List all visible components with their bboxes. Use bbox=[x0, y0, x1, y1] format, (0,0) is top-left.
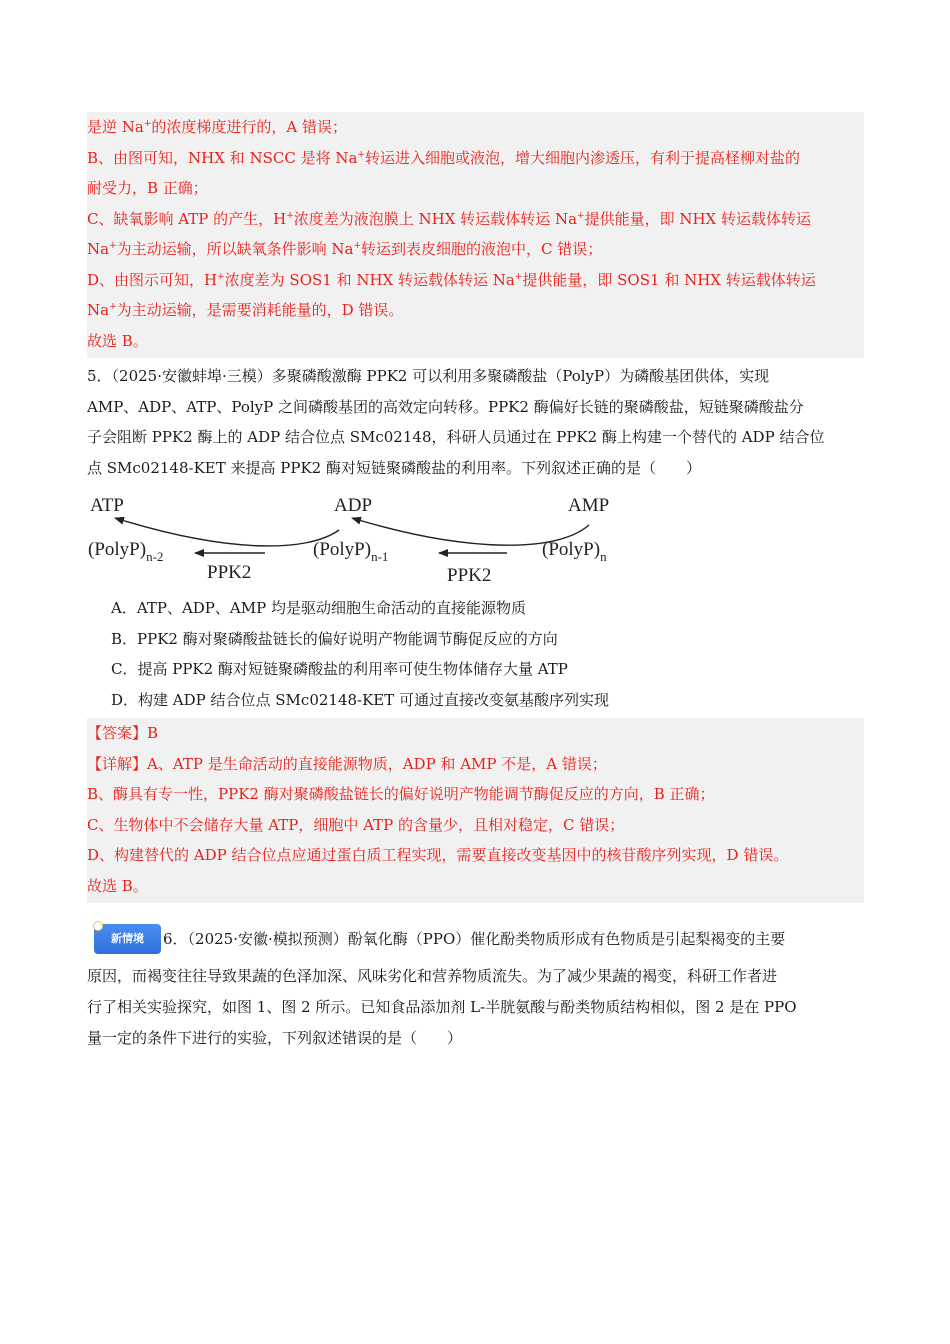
subscript-n1: n-1 bbox=[371, 549, 389, 564]
question-stem-line: 5．（2025·安徽蚌埠·三模）多聚磷酸激酶 PPK2 可以利用多聚磷酸盐（PolyP）为磷酸基团供体，实现 bbox=[87, 367, 770, 385]
question-stem-line: 行了相关实验探究，如图 1、图 2 所示。已知食品添加剂 L-半胱氨酸与酚类物质结构相似，图 2 是在 PPO bbox=[87, 998, 797, 1016]
option-d: D．构建 ADP 结合位点 SMc02148-KET 可通过直接改变氨基酸序列实现 bbox=[111, 690, 610, 709]
answer-explanation-5 bbox=[87, 718, 864, 903]
polyp-text: (PolyP) bbox=[313, 539, 372, 560]
superscript: + bbox=[109, 302, 117, 312]
polyp-n2-label bbox=[88, 539, 163, 564]
polyp-n-label bbox=[542, 539, 607, 564]
text: C、缺氧影响 ATP 的产生，H bbox=[87, 209, 287, 228]
explanation-line bbox=[87, 143, 864, 174]
explanation-line bbox=[87, 234, 864, 265]
polyp-text: (PolyP) bbox=[88, 539, 147, 560]
question-stem-line: 量一定的条件下进行的实验，下列叙述错误的是（ ） bbox=[87, 1029, 463, 1047]
question-stem-line: 子会阻断 PPK2 酶上的 ADP 结合位点 SMc02148，科研人员通过在 PPK2 酶上构建一个替代的 ADP 结合位 bbox=[87, 428, 825, 446]
option-a: A．ATP、ADP、AMP 均是驱动细胞生命活动的直接能源物质 bbox=[111, 599, 526, 617]
superscript: + bbox=[109, 241, 117, 251]
explanation-line bbox=[87, 265, 864, 296]
superscript: + bbox=[353, 241, 362, 251]
superscript: + bbox=[514, 271, 523, 282]
question-stem-line: 原因，而褐变往往导致果蔬的色泽加深、风味劣化和营养物质流失。为了减少果蔬的褐变，科研工作者进 bbox=[87, 967, 778, 985]
adp-label: ADP bbox=[334, 495, 373, 516]
text: 的浓度梯度进行的，A 错误； bbox=[151, 118, 347, 136]
superscript: + bbox=[286, 210, 294, 221]
badge-label: 新情境 bbox=[111, 932, 144, 945]
detail-line: C、生物体中不会储存大量 ATP，细胞中 ATP 的含量少，且相对稳定，C 错误； bbox=[87, 815, 625, 834]
explanation-line: 耐受力，B 正确； bbox=[87, 179, 208, 197]
question-stem-line: AMP、ADP、ATP、PolyP 之间磷酸基团的高效定向转移。PPK2 酶偏好长链的聚磷酸盐，短链聚磷酸盐分 bbox=[87, 397, 804, 416]
question-6 bbox=[87, 917, 864, 1054]
explanation-line bbox=[87, 295, 864, 326]
explanation-conclusion: 故选 B。 bbox=[87, 331, 148, 350]
superscript: + bbox=[357, 149, 365, 160]
answer-line: 【答案】B bbox=[87, 724, 159, 742]
detail-line: D、构建替代的 ADP 结合位点应通过蛋白质工程实现，需要直接改变基因中的核苷酸序列实现，D 错误。 bbox=[87, 846, 789, 864]
text: 浓度差为液泡膜上 NHX 转运载体转运 Na bbox=[293, 209, 578, 228]
subscript-n: n bbox=[600, 549, 607, 564]
text: 浓度差为 SOS1 和 NHX 转运载体转运 Na bbox=[224, 270, 515, 289]
option-b: B．PPK2 酶对聚磷酸盐链长的偏好说明产物能调节酶促反应的方向 bbox=[111, 629, 558, 648]
text: 为主动运输，是需要消耗能量的，D 错误。 bbox=[116, 301, 404, 319]
text: Na bbox=[87, 240, 110, 258]
polyp-text: (PolyP) bbox=[542, 539, 601, 560]
diagram-svg bbox=[87, 483, 647, 593]
polyp-n1-label bbox=[313, 539, 388, 564]
options-list bbox=[87, 593, 864, 715]
option-c: C．提高 PPK2 酶对短链聚磷酸盐的利用率可使生物体储存大量 ATP bbox=[111, 660, 568, 678]
text: 转运到表皮细胞的液泡中，C 错误； bbox=[361, 240, 603, 258]
new-scenario-badge bbox=[94, 924, 161, 954]
text: Na bbox=[87, 301, 110, 319]
explanation-line bbox=[87, 112, 864, 143]
document-page bbox=[87, 112, 864, 1054]
explanation-line bbox=[87, 204, 864, 235]
text: 提供能量，即 SOS1 和 NHX 转运载体转运 bbox=[522, 270, 816, 289]
atp-label: ATP bbox=[90, 495, 124, 516]
previous-answer-explanation bbox=[87, 112, 864, 358]
question-stem-line: 6．（2025·安徽·模拟预测）酚氧化酶（PPO）催化酚类物质形成有色物质是引起梨褐变的主要 bbox=[163, 930, 786, 948]
question-stem-line: 点 SMc02148-KET 来提高 PPK2 酶对短链聚磷酸盐的利用率。下列叙述正确的是（ ） bbox=[87, 458, 701, 477]
detail-line: 【详解】A、ATP 是生命活动的直接能源物质，ADP 和 AMP 不是，A 错误； bbox=[87, 754, 607, 773]
subscript-n2: n-2 bbox=[146, 549, 164, 564]
text: 是逆 Na bbox=[87, 118, 144, 136]
text: 为主动运输，所以缺氧条件影响 Na bbox=[116, 240, 354, 258]
badge-dot-icon bbox=[93, 921, 103, 931]
answer-conclusion: 故选 B。 bbox=[87, 876, 148, 895]
ppk2-label-right: PPK2 bbox=[447, 565, 492, 586]
curved-arrow-adp-to-atp bbox=[115, 518, 339, 546]
text: B、由图可知，NHX 和 NSCC 是将 Na bbox=[87, 148, 358, 167]
text: 提供能量，即 NHX 转运载体转运 bbox=[584, 209, 812, 228]
superscript: + bbox=[143, 119, 152, 129]
amp-label: AMP bbox=[568, 495, 610, 516]
question-5 bbox=[87, 361, 864, 715]
superscript: + bbox=[217, 271, 225, 282]
text: 转运进入细胞或液泡，增大细胞内渗透压，有利于提高柽柳对盐的 bbox=[364, 148, 800, 167]
superscript: + bbox=[577, 210, 585, 221]
text: D、由图示可知，H bbox=[87, 270, 218, 289]
detail-line: B、酶具有专一性，PPK2 酶对聚磷酸盐链长的偏好说明产物能调节酶促反应的方向，B 正确； bbox=[87, 785, 715, 803]
ppk2-label-left: PPK2 bbox=[207, 562, 252, 583]
ppk2-reaction-diagram bbox=[87, 483, 864, 593]
